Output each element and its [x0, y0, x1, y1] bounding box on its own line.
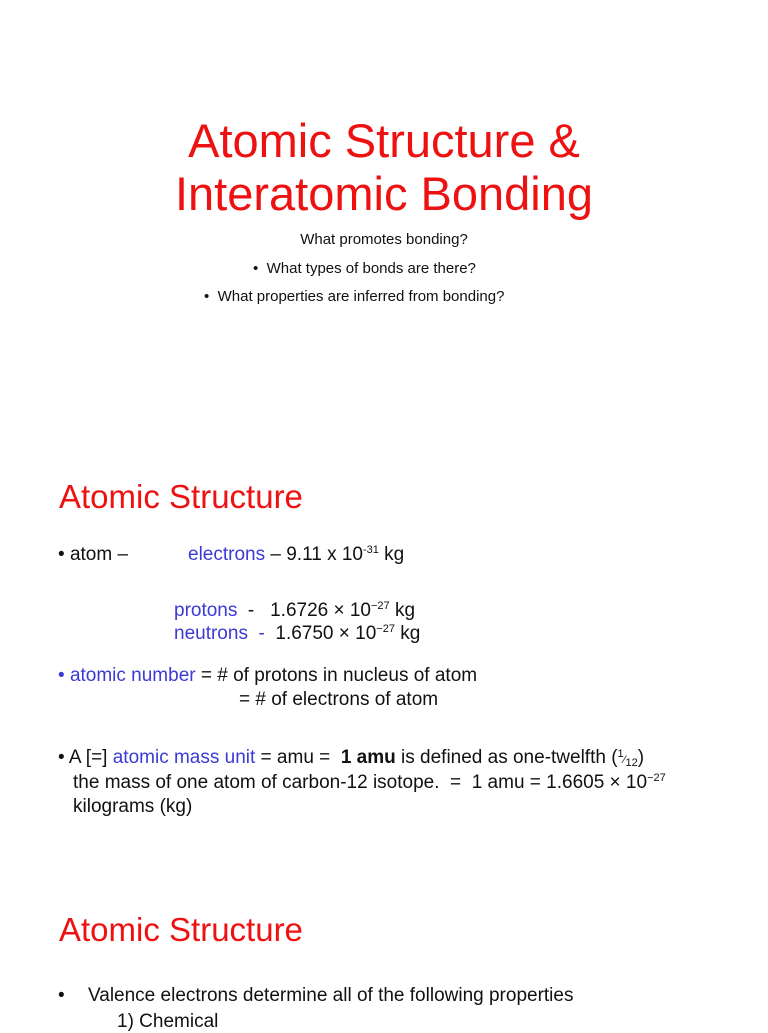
slide2-heading: Atomic Structure — [59, 478, 303, 515]
atomic-number-definition: = # of protons in nucleus of atom — [195, 665, 478, 686]
amu-eq: = amu = — [255, 747, 341, 768]
electrons-line — [188, 543, 404, 566]
electrons-value: – 9.11 x 10 — [265, 544, 363, 565]
electrons-label: electrons — [188, 544, 266, 565]
slide1-title-line2: Interatomic Bonding — [174, 167, 594, 220]
valence-line — [58, 984, 65, 1007]
neutrons-exponent: −27 — [376, 623, 395, 635]
amu-fraction — [617, 748, 638, 769]
bullet-glyph: • — [58, 985, 65, 1006]
neutrons-unit: kg — [394, 623, 421, 644]
slide1-title-line1: Atomic Structure & — [188, 114, 580, 167]
bullet-glyph: • — [58, 544, 65, 565]
atomic-number-definition-2: = # of electrons of atom — [239, 689, 439, 710]
list-item-chemical: 1) Chemical — [117, 1011, 219, 1032]
atomic-number-line — [58, 664, 477, 687]
neutrons-label: neutrons - — [174, 623, 265, 644]
bullet-glyph: • — [204, 288, 210, 305]
neutrons-value: 1.6750 × 10 — [264, 623, 377, 644]
atom-line — [58, 543, 128, 566]
amu-line-3: kilograms (kg) — [73, 796, 193, 817]
amu-line2-text: the mass of one atom of carbon-12 isotope. = 1 amu = 1.6605 × 10 — [73, 772, 648, 793]
bullet-text: What types of bonds are there? — [266, 260, 476, 277]
neutrons-line — [174, 622, 420, 645]
bullet-text: What properties are inferred from bonding? — [217, 288, 505, 305]
protons-exponent: −27 — [371, 600, 390, 612]
fraction-numerator: 1 — [617, 748, 624, 760]
bullet-glyph: • — [58, 665, 65, 686]
slide1-subtitle: What promotes bonding? — [300, 231, 468, 248]
slide3-heading: Atomic Structure — [59, 911, 303, 948]
amu-bold: 1 amu — [340, 747, 396, 768]
protons-label: protons — [174, 600, 238, 621]
amu-definition: is defined as one-twelfth ( — [395, 747, 618, 768]
slide1-bullet-item — [253, 260, 476, 278]
valence-text: Valence electrons determine all of the following properties — [88, 985, 574, 1006]
amu-prefix: A [=] — [68, 747, 113, 768]
amu-exponent: −27 — [647, 772, 666, 784]
fraction-slash: ⁄ — [623, 754, 626, 766]
slide1-bullet-item — [204, 288, 504, 306]
protons-value: - 1.6726 × 10 — [237, 600, 371, 621]
atom-label: atom – — [69, 544, 129, 565]
protons-unit: kg — [389, 600, 416, 621]
bullet-glyph: • — [58, 747, 65, 768]
protons-line — [174, 599, 415, 622]
amu-line-2 — [73, 771, 666, 794]
amu-label: atomic mass unit — [112, 747, 256, 768]
electrons-exponent: -31 — [363, 544, 379, 556]
electrons-unit: kg — [378, 544, 405, 565]
amu-line-1 — [58, 746, 644, 772]
fraction-denominator: 12 — [625, 757, 638, 769]
bullet-glyph: • — [253, 260, 259, 277]
atomic-number-label: atomic number — [69, 665, 196, 686]
amu-close: ) — [637, 747, 645, 768]
